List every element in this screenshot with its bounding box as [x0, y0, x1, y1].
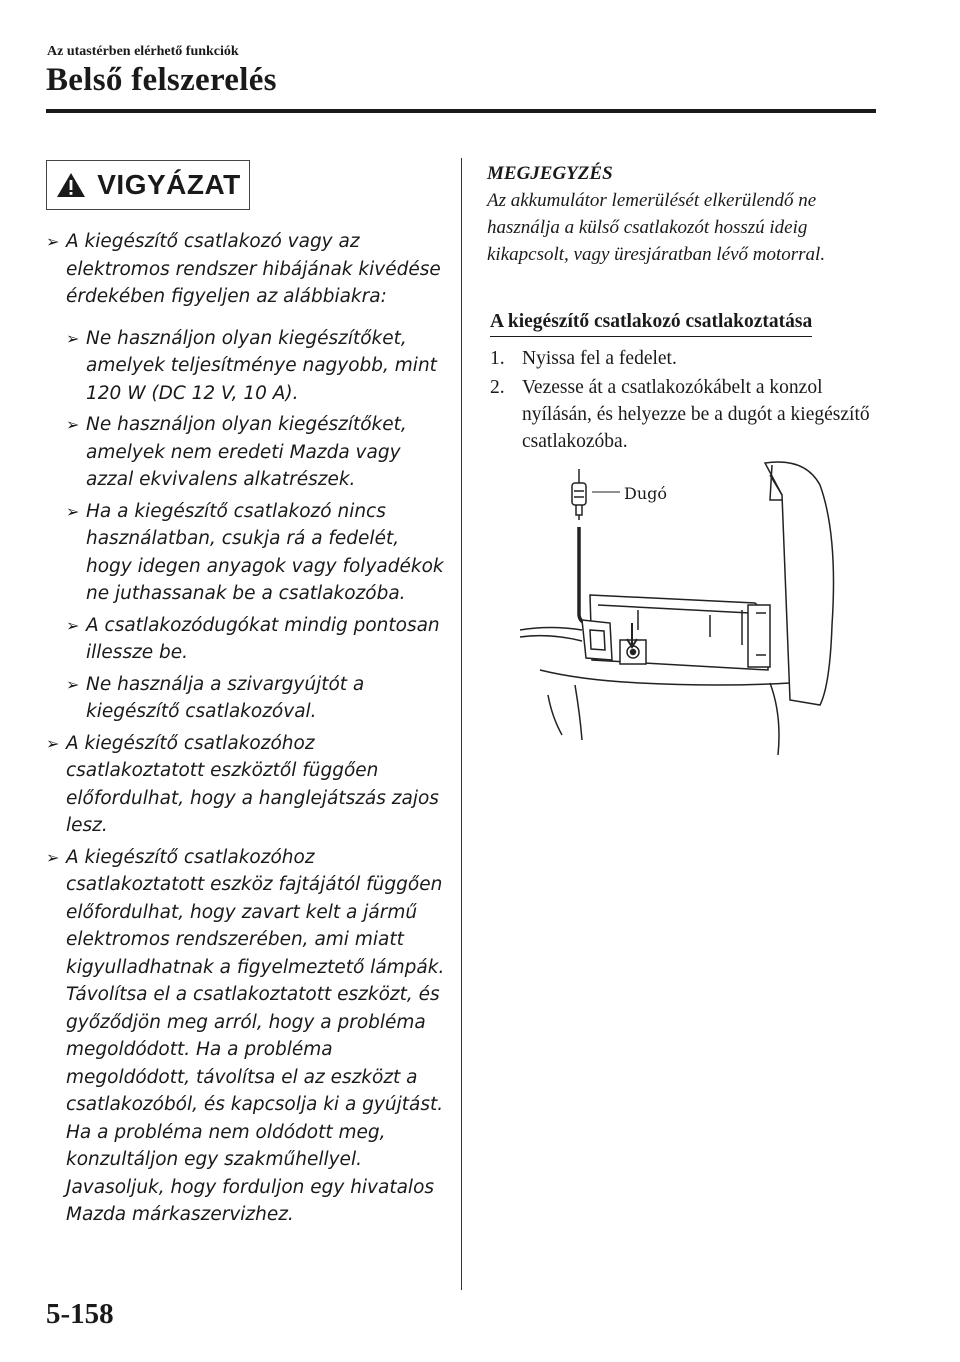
step-number: 2.	[490, 377, 505, 398]
note-block	[487, 160, 867, 268]
caution-item-text: A kiegészítő csatlakozó vagy az elektromos rendszer hibájának kivédése érdekében figyeljen az alábbiakra:	[66, 231, 441, 307]
caution-subitem	[66, 671, 446, 726]
caution-subitem-text: Ne használjon olyan kiegészítőket, amelyek teljesítménye nagyobb, mint 120 W (DC 12 V, 10 A).	[86, 327, 437, 404]
page-number: 5-158	[46, 1298, 114, 1330]
warning-triangle-icon	[55, 171, 87, 199]
column-divider	[461, 158, 462, 1290]
section-heading: A kiegészítő csatlakozó csatlakoztatása	[490, 311, 812, 337]
step-item	[490, 374, 875, 455]
bullet-arrow-icon: ➢	[66, 415, 80, 434]
plug-callout-label: Dugó	[624, 484, 668, 503]
caution-item	[46, 844, 446, 1229]
caution-label: VIGYÁZAT	[97, 169, 241, 200]
note-text: Az akkumulátor lemerülését elkerülendő ne használja a külső csatlakozót hosszú ideig kikapcsolt, vagy üresjáratban lévő motorral.	[487, 190, 826, 265]
caution-sublist	[46, 325, 446, 726]
caution-item	[46, 228, 446, 311]
bullet-arrow-icon: ➢	[66, 615, 80, 635]
caution-subitem-text: Ne használjon olyan kiegészítőket, amelyek nem eredeti Mazda vagy azzal ekvivalens alkatrészek.	[86, 414, 407, 490]
step-text: Nyissa fel a fedelet.	[522, 348, 677, 369]
step-text: Vezesse át a csatlakozókábelt a konzol nyílásán, és helyezze be a dugót a kiegészítő csatlakozóba.	[522, 377, 870, 452]
step-number: 1.	[490, 348, 505, 369]
step-item	[490, 345, 875, 372]
page-title: Belső felszerelés	[46, 62, 277, 98]
bullet-arrow-icon: ➢	[46, 847, 60, 867]
caution-subitem	[66, 498, 446, 608]
bullet-arrow-icon: ➢	[66, 674, 80, 694]
caution-subitem-text: A csatlakozódugókat mindig pontosan illessze be.	[86, 614, 440, 663]
caution-subitem-text: Ne használja a szivargyújtót a kiegészítő csatlakozóval.	[86, 673, 365, 722]
caution-subitem	[66, 325, 446, 408]
caution-list	[46, 228, 446, 1233]
header-section: Az utastérben elérhető funkciók	[47, 44, 239, 59]
note-title: MEGJEGYZÉS	[487, 163, 613, 184]
bullet-arrow-icon: ➢	[66, 328, 80, 348]
bullet-arrow-icon: ➢	[46, 733, 60, 753]
bullet-arrow-icon: ➢	[66, 501, 80, 521]
caution-box	[46, 160, 250, 210]
bullet-arrow-icon: ➢	[46, 232, 60, 251]
caution-item-text: A kiegészítő csatlakozóhoz csatlakoztatott eszköztől függően előfordulhat, hogy a hanglejátszás zajos lesz.	[66, 732, 439, 836]
caution-item	[46, 730, 446, 840]
header-rule	[46, 109, 876, 113]
caution-subitem-text: Ha a kiegészítő csatlakozó nincs használatban, csukja rá a fedelét, hogy idegen anyagok vagy folyadékok ne juthassanak be a csatlakozóba.	[86, 500, 444, 604]
caution-item-text: A kiegészítő csatlakozóhoz csatlakoztatott eszköz fajtájától függően előfordulhat, hogy zavart kelt a jármű elektromos rendszerében, ami miatt kigyulladhatnak a figyelmeztető lámpák. Távolítsa el a csatlakoztatott eszközt, és győződjön meg arról, hogy a probléma megoldódott. Ha a probléma megoldódott, távolítsa el az eszközt a csatlakozóból, és kapcsolja ki a gyújtást. Ha a probléma nem oldódott meg, konzultáljon egy szakműhellyel. Javasoljuk, hogy forduljon egy hivatalos Mazda márkaszervizhez.	[66, 846, 445, 1225]
steps-list	[490, 345, 875, 457]
caution-subitem	[66, 612, 446, 667]
caution-subitem	[66, 411, 446, 494]
accessory-socket-illustration	[520, 455, 850, 755]
